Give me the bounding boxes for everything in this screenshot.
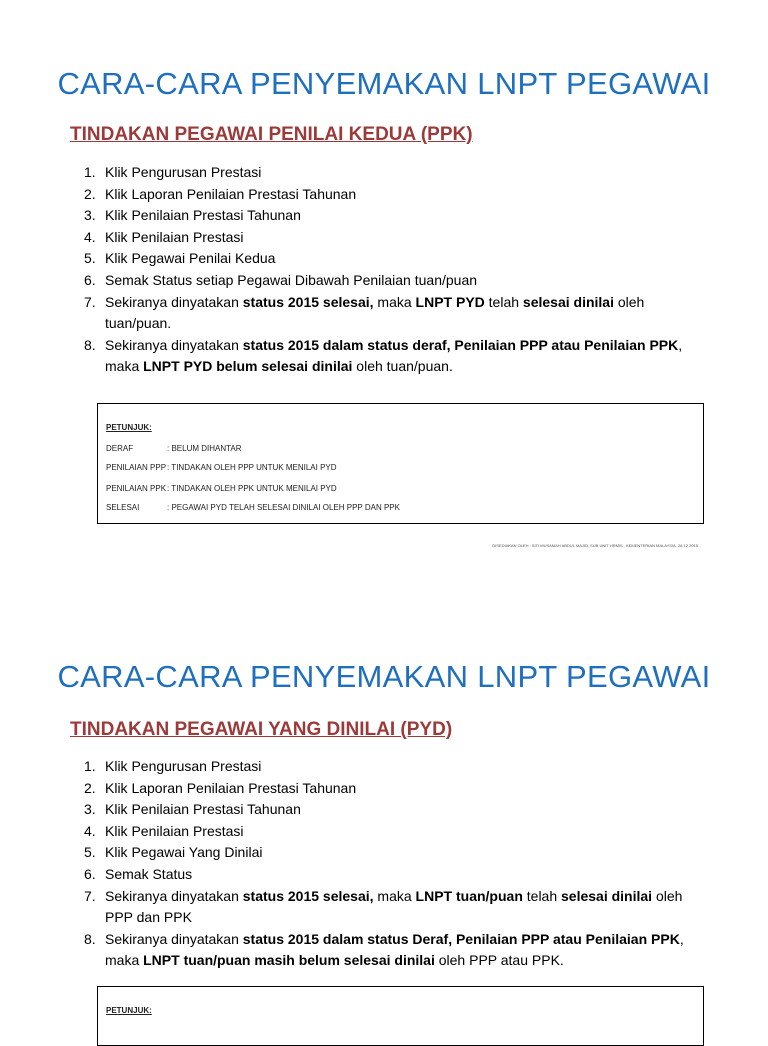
step-text [105, 292, 698, 335]
step-text-segment: Klik Laporan Penilaian Prestasi Tahunan [105, 185, 357, 202]
subtitle-ppk: TINDAKAN PEGAWAI PENILAI KEDUA (PPK) [70, 124, 473, 145]
page-title-1: CARA-CARA PENYEMAKAN LNPT PEGAWAI [57, 66, 711, 101]
step-text [105, 248, 698, 270]
step-number: 1. [84, 758, 96, 774]
step-text-segment: oleh tuan/puan. [352, 358, 453, 375]
step-text-segment: Klik Penilaian Prestasi Tahunan [105, 801, 301, 818]
step-text-segment: Klik Laporan Penilaian Prestasi Tahunan [105, 779, 357, 796]
step-item [0, 886, 768, 929]
step-number: 2. [84, 185, 96, 202]
step-text [105, 756, 698, 778]
hint-key: PENILAIAN PPP [106, 463, 167, 472]
step-number: 7. [84, 887, 96, 904]
steps-list-ppk [0, 162, 768, 378]
step-text-segment: Klik Pengurusan Prestasi [105, 758, 262, 774]
hint-row [106, 484, 337, 493]
step-number: 8. [84, 336, 96, 353]
step-number: 8. [84, 930, 96, 947]
step-text-segment: Sekiranya dinyatakan [105, 336, 243, 353]
step-text-bold: selesai dinilai [561, 887, 653, 904]
step-text-bold: status 2015 dalam status deraf, Penilaian PPP atau Penilaian PPK [242, 336, 679, 353]
subtitle-pyd: TINDAKAN PEGAWAI YANG DINILAI (PYD) [70, 719, 453, 740]
step-number: 4. [84, 228, 96, 245]
step-item [0, 270, 768, 292]
step-text-segment: Sekiranya dinyatakan [105, 293, 243, 310]
step-text-segment: oleh tuan/puan. [105, 293, 645, 332]
step-text-segment: Semak Status [105, 865, 193, 882]
step-text [105, 886, 698, 929]
step-text [105, 799, 698, 821]
step-text-segment: Klik Pegawai Yang Dinilai [105, 844, 263, 861]
hint-key: SELESAI [106, 503, 140, 512]
hint-value: : PEGAWAI PYD TELAH SELESAI DINILAI OLEH PPP DAN PPK [167, 503, 400, 512]
steps-list-pyd [0, 756, 768, 972]
step-text-bold: LNPT PYD [415, 293, 485, 310]
step-item [0, 756, 768, 778]
step-text-segment: Semak Status setiap Pegawai Dibawah Penilaian tuan/puan [105, 271, 478, 288]
step-number: 4. [84, 822, 96, 839]
hint-key: DERAF [106, 444, 134, 453]
hint-value: : TINDAKAN OLEH PPK UNTUK MENILAI PYD [167, 484, 337, 493]
page-title-2: CARA-CARA PENYEMAKAN LNPT PEGAWAI [57, 659, 711, 694]
step-text-segment: Klik Pegawai Penilai Kedua [105, 250, 276, 267]
step-text [105, 270, 698, 292]
step-text-bold: LNPT PYD belum selesai dinilai [143, 358, 353, 375]
footnote: DISEDIAKAN OLEH : SITI MUSAMAH ABDUL MAJID, SUB UNIT HRMIS , KEMENTERIAN MALAYSIA. 28.12.2015 [492, 543, 698, 548]
step-text [105, 864, 698, 886]
hint-value: : BELUM DIHANTAR [167, 444, 242, 453]
step-text [105, 335, 698, 378]
step-number: 6. [84, 865, 96, 882]
step-text-segment: oleh PPP dan PPK [105, 887, 683, 926]
step-number: 7. [84, 293, 96, 310]
step-text-bold: status 2015 selesai, [242, 293, 374, 310]
step-text [105, 778, 698, 800]
step-item [0, 778, 768, 800]
hint-row [106, 463, 337, 472]
step-text [105, 184, 698, 206]
step-text [105, 205, 698, 227]
step-item [0, 227, 768, 249]
step-item [0, 205, 768, 227]
hint-box-pyd [97, 986, 704, 1046]
step-text-segment: Klik Pengurusan Prestasi [105, 164, 262, 180]
step-item [0, 248, 768, 270]
step-text [105, 929, 698, 972]
hint-box-ppk [97, 403, 704, 524]
step-item [0, 292, 768, 335]
step-number: 2. [84, 779, 96, 796]
step-item [0, 864, 768, 886]
step-text-segment: maka [373, 887, 416, 904]
step-text-segment: Klik Penilaian Prestasi [105, 822, 244, 839]
step-text-segment: Sekiranya dinyatakan [105, 887, 243, 904]
step-item [0, 821, 768, 843]
step-number: 6. [84, 271, 96, 288]
step-text-segment: Sekiranya dinyatakan [105, 930, 243, 947]
hint-key: PENILAIAN PPK [106, 484, 167, 493]
step-text-bold: status 2015 dalam status Deraf, Penilaian PPP atau Penilaian PPK [242, 930, 680, 947]
step-item [0, 929, 768, 972]
step-item [0, 799, 768, 821]
hint-title: PETUNJUK: [106, 1006, 152, 1015]
step-text [105, 821, 698, 843]
step-text-segment: Klik Penilaian Prestasi Tahunan [105, 207, 301, 224]
step-text-bold: LNPT tuan/puan [415, 887, 523, 904]
step-text-segment: maka [373, 293, 416, 310]
step-text [105, 162, 698, 184]
step-number: 5. [84, 250, 96, 267]
step-item [0, 842, 768, 864]
hint-value: : TINDAKAN OLEH PPP UNTUK MENILAI PYD [167, 463, 337, 472]
step-number: 3. [84, 801, 96, 818]
hint-row [106, 444, 242, 453]
step-number: 5. [84, 844, 96, 861]
step-text-bold: LNPT tuan/puan masih belum selesai dinilai [143, 952, 435, 969]
step-number: 1. [84, 164, 96, 180]
step-text-segment: oleh PPP atau PPK. [434, 952, 564, 969]
hint-title: PETUNJUK: [106, 423, 152, 432]
step-text-bold: status 2015 selesai, [242, 887, 374, 904]
step-text-bold: selesai dinilai [522, 293, 614, 310]
step-text [105, 842, 698, 864]
step-item [0, 184, 768, 206]
hint-row [106, 503, 400, 512]
step-number: 3. [84, 207, 96, 224]
step-text-segment: Klik Penilaian Prestasi [105, 228, 244, 245]
step-text-segment: telah [484, 293, 523, 310]
step-text-segment: , maka [105, 336, 683, 375]
step-item [0, 335, 768, 378]
step-item [0, 162, 768, 184]
step-text-segment: telah [522, 887, 562, 904]
step-text [105, 227, 698, 249]
step-text-segment: , maka [105, 930, 684, 969]
